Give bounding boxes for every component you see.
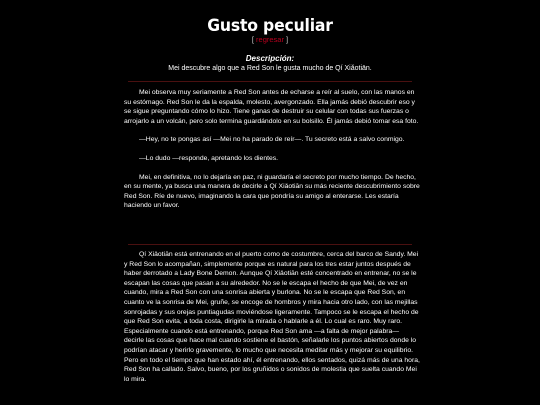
back-bracket-close: ] — [283, 35, 289, 44]
story-section-1 — [124, 88, 420, 220]
story-paragraph: —Hey, no te pongas así —Mei no ha parado de reír—. Tu secreto está a salvo conmigo. — [139, 136, 405, 144]
section-divider — [128, 81, 412, 82]
story-paragraph: Mei, en definitiva, no lo dejaría en paz, ni guardaría el secreto por mucho tiempo. De hecho, en su mente, ya busca una manera de decirle a Qí Xiǎotiān su más reciente descubrimiento sobre Red Son. Ríe de nuevo, imaginando la cara que pondría su amigo al enterarse. Les estaría haciendo un favor. — [124, 173, 420, 210]
story-paragraph: —Lo dudo —responde, apretando los dientes. — [139, 154, 279, 162]
back-link[interactable]: regresar — [256, 35, 284, 44]
back-bracket-open: [ — [251, 35, 257, 44]
story-paragraph: Qí Xiǎotiān está entrenando en el puerto como de costumbre, cerca del barco de Sandy. Mei y Red Son lo acompañan, simplemente porque es natural para los tres estar juntos después de haber derrotado a Lady Bone Demon. Aunque Qí Xiǎotiān esté concentrado en entrenar, no se le escapan las cosas que pasan a su alrededor. No se le escapa el hecho de que Mei, de vez en cuando, mira a Red Son con una sonrisa abierta y burlona. No se le escapa que Red Son, en cuanto ve la sonrisa de Mei, gruñe, se encoge de hombros y mira hacia otro lado, con las mejillas sonrojadas y sus orejas puntiagudas moviéndose ligeramente. Tampoco se le escapa el hecho de que Red Son evita, a toda costa, dirigirle la mirada o hablarle a él. Lo cual es raro. Muy raro. Especialmente cuando está entrenando, porque Red Son ama —a falta de mejor palabra— decirle las cosas que hace mal cuando sostiene el bastón, señalarle los puntos abiertos donde lo podrían atacar y herirlo gravemente, lo mucho que necesita meditar más y mejorar su equilibrio. Pero en todo el tiempo que han estado ahí, él entrenando, ellos sentados, quizá más de una hora, Red Son ha callado. Salvo, bueno, por los gruñidos o sonidos de molestia que suelta cuando Mei lo mira. — [124, 251, 420, 383]
story-section-2 — [124, 250, 420, 393]
back-nav — [0, 35, 540, 44]
section-divider — [128, 244, 412, 245]
description-text: Mei descubre algo que a Red Son le gusta mucho de Qí Xiǎotiān. — [168, 65, 372, 72]
story-paragraph: Mei observa muy seriamente a Red Son antes de echarse a reír al suelo, con las manos en su estómago. Red Son le da la espalda, molesto, avergonzado. Ella jamás debió descubrir eso y se sigue preguntando cómo lo hizo. Tiene ganas de destruir su celular con todas sus fuerzas o arrojarlo a un volcán, pero solo termina guardándolo en su bolsillo. Él jamás debió tomar esa foto. — [124, 89, 419, 125]
description-heading: Descripción: — [245, 54, 295, 63]
story-title: Gusto peculiar — [207, 16, 333, 36]
